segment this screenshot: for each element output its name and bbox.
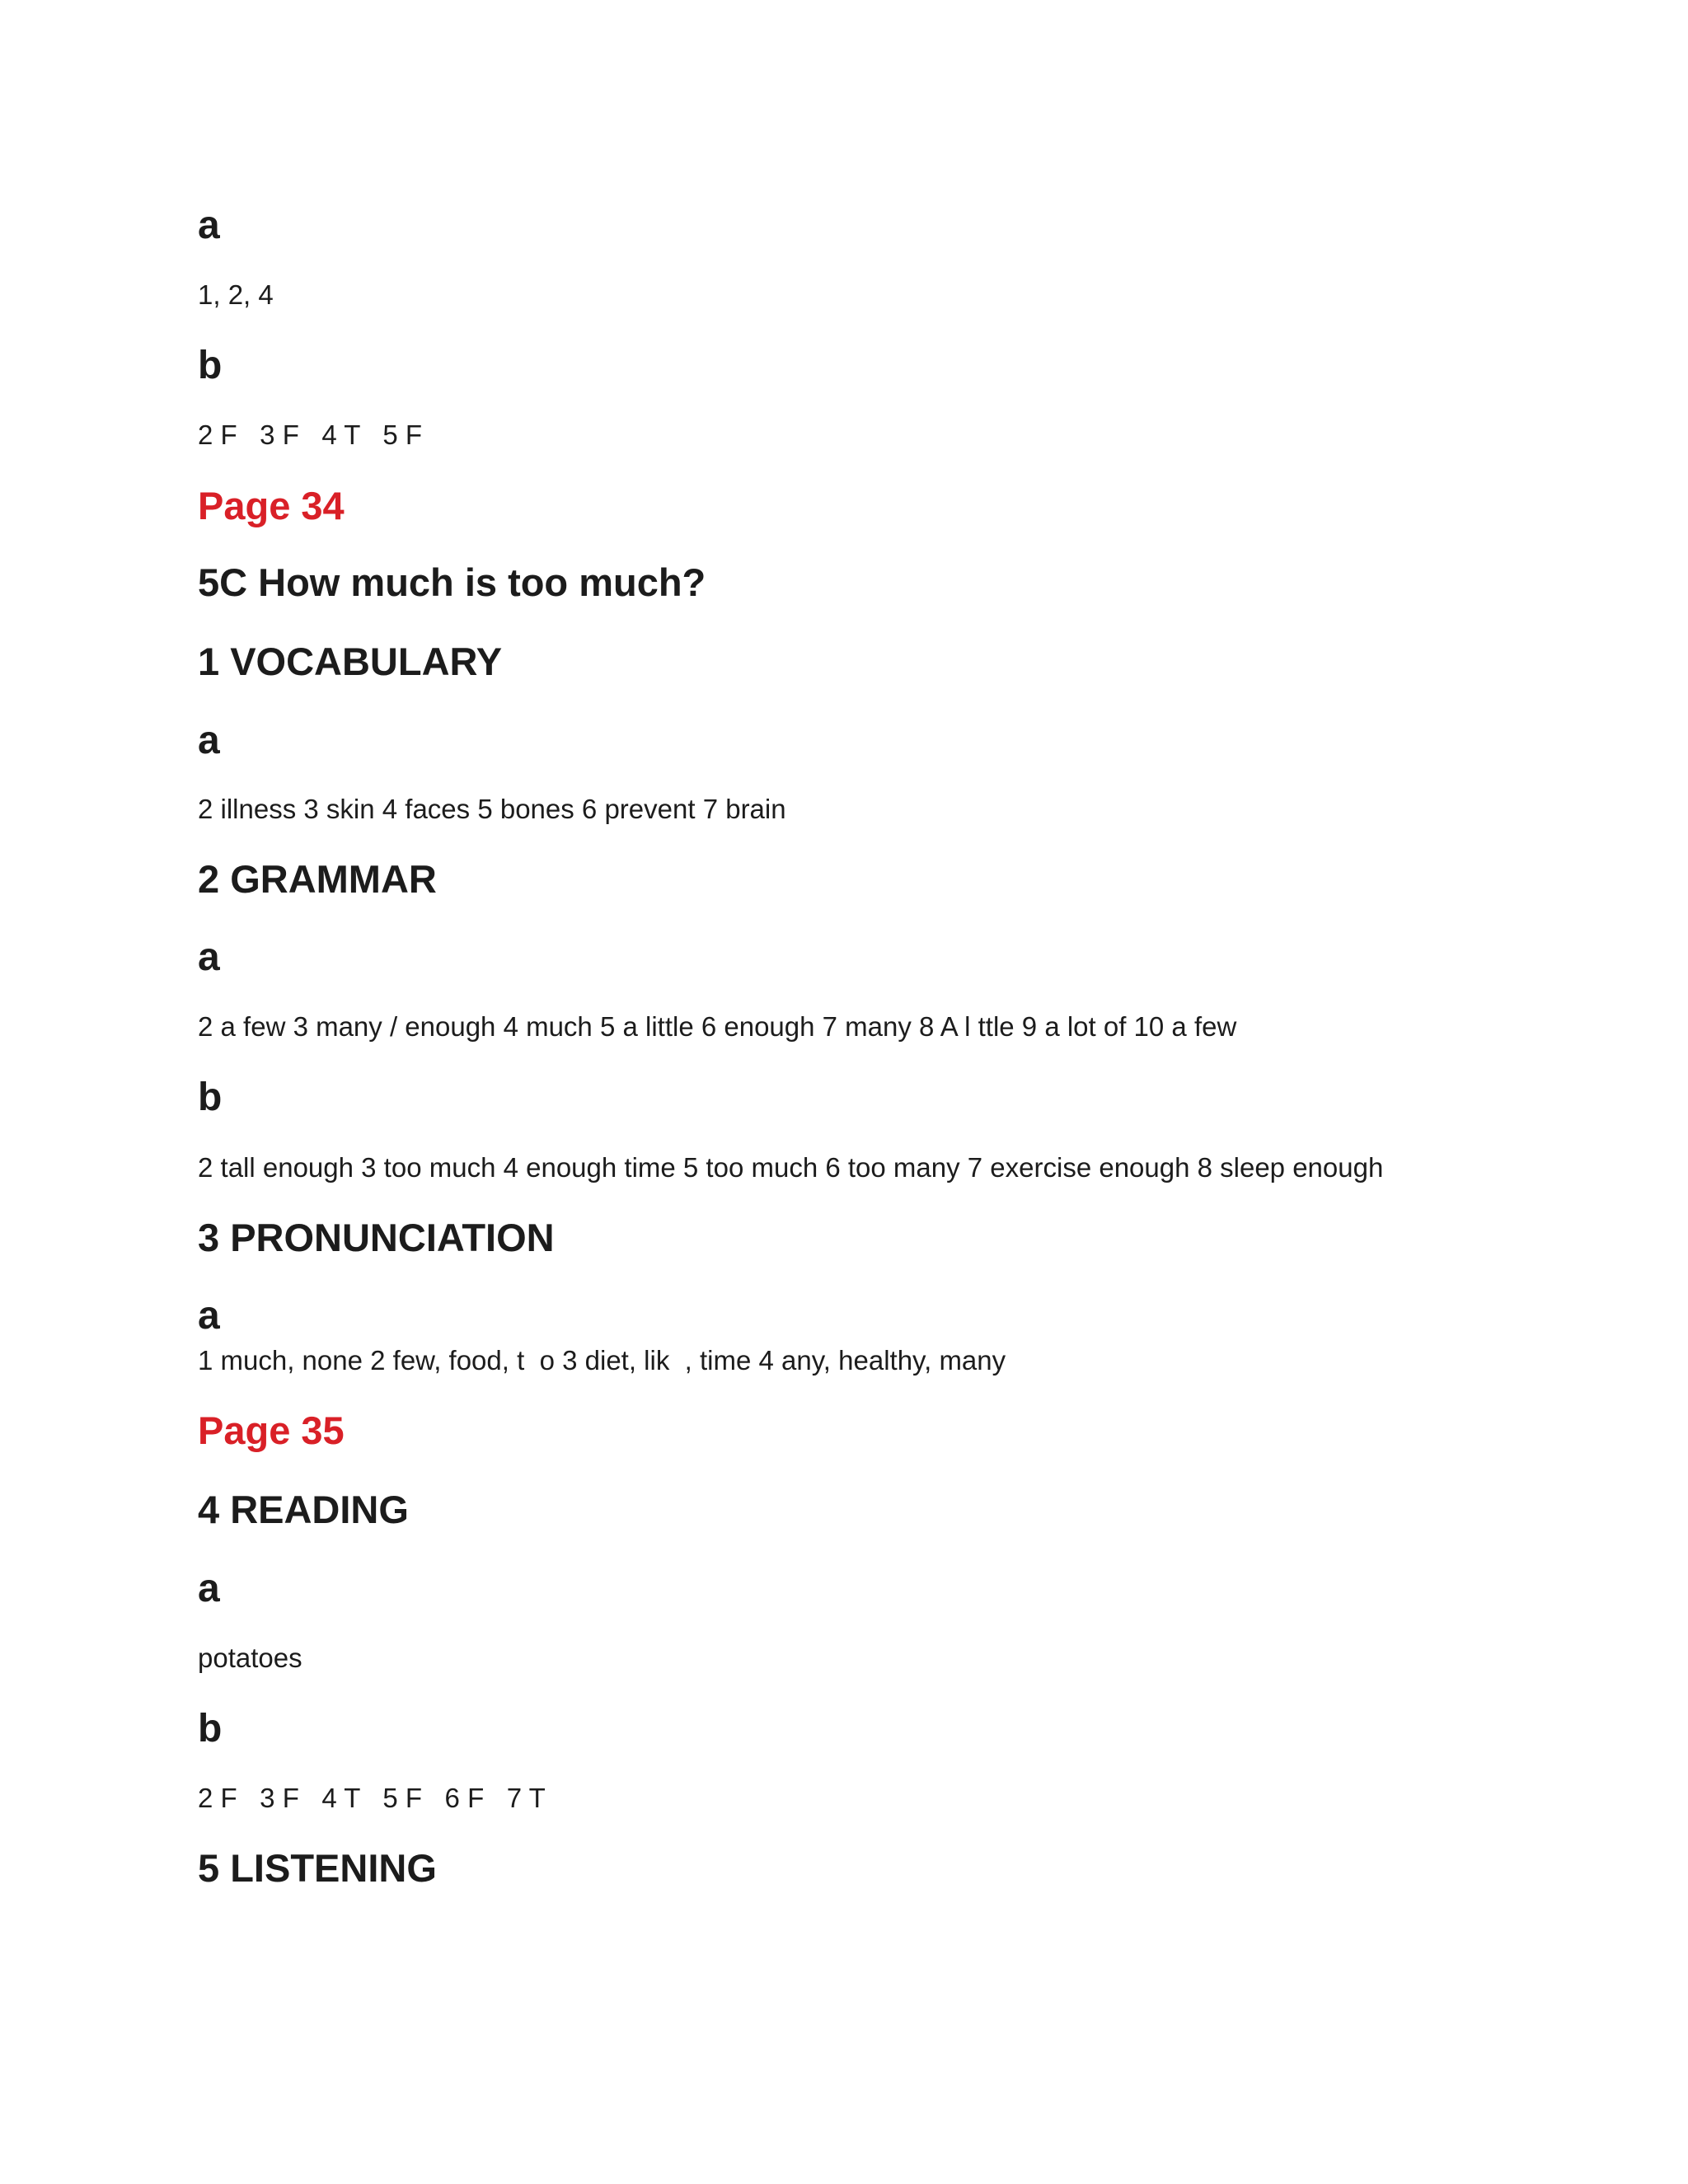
answer-line: 1 much, none 2 few, food, t o 3 diet, lik , time 4 any, healthy, many xyxy=(198,1345,1006,1376)
answer-line: potatoes xyxy=(198,1643,302,1673)
exercise-letter-b: b xyxy=(198,1076,223,1119)
exercise-letter-b: b xyxy=(198,344,223,387)
section-heading-listening: 5 LISTENING xyxy=(198,1846,437,1890)
answer-line: 2 tall enough 3 too much 4 enough time 5 too much 6 too many 7 exercise enough 8 sleep enough xyxy=(198,1152,1384,1183)
page-reference-35: Page 35 xyxy=(198,1408,345,1452)
section-heading-grammar: 2 GRAMMAR xyxy=(198,857,437,901)
exercise-letter-a: a xyxy=(198,204,220,247)
exercise-letter-a: a xyxy=(198,1567,220,1610)
answer-line: 2 F 3 F 4 T 5 F 6 F 7 T xyxy=(198,1783,546,1813)
section-heading-pronunciation: 3 PRONUNCIATION xyxy=(198,1216,555,1259)
section-heading-reading: 4 READING xyxy=(198,1488,409,1531)
answer-line: 2 a few 3 many / enough 4 much 5 a little 6 enough 7 many 8 A l ttle 9 a lot of 10 a few xyxy=(198,1011,1237,1042)
exercise-letter-a: a xyxy=(198,935,220,979)
answer-line: 2 illness 3 skin 4 faces 5 bones 6 prevent 7 brain xyxy=(198,794,786,824)
answer-line: 2 F 3 F 4 T 5 F xyxy=(198,419,423,450)
answer-line: 1, 2, 4 xyxy=(198,279,274,310)
exercise-letter-b: b xyxy=(198,1707,223,1750)
lesson-title: 5C How much is too much? xyxy=(198,560,706,604)
page-reference-34: Page 34 xyxy=(198,484,345,527)
exercise-letter-a: a xyxy=(198,719,220,762)
section-heading-vocabulary: 1 VOCABULARY xyxy=(198,640,503,683)
exercise-letter-a: a xyxy=(198,1294,220,1338)
